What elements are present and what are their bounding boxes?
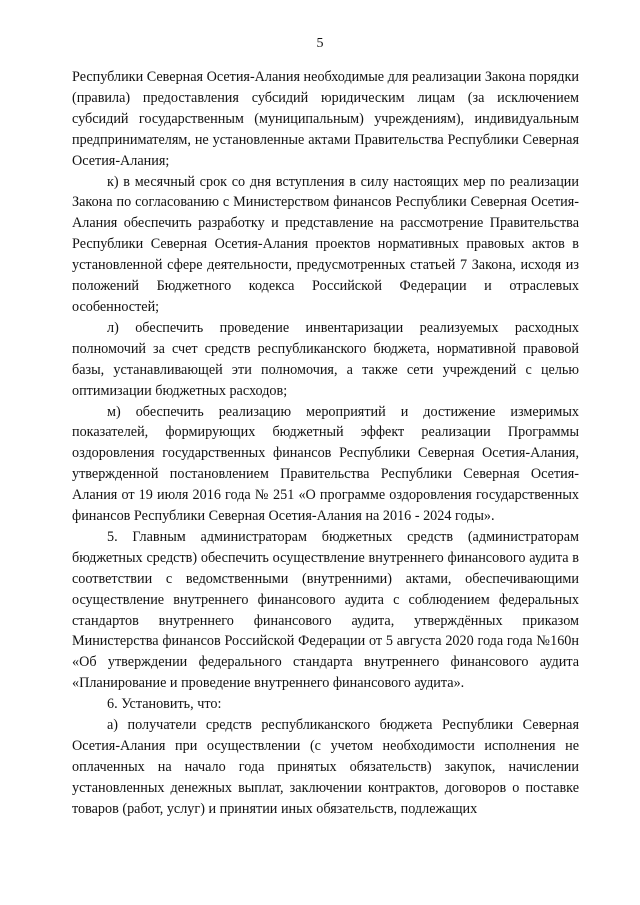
paragraph-continuation: Республики Северная Осетия-Алания необходимые для реализации Закона порядки (правила) предоставления субсидий юридическим лицам (за исключением субсидий государственным (муниципальным) учреждениям), индивидуальным предпринимателям, не установленные актами Правительства Республики Северная Осетия-Алания; <box>72 69 579 169</box>
document-body <box>72 67 579 820</box>
paragraph-point-5: 5. Главным администраторам бюджетных средств (администраторам бюджетных средств) обеспечить осуществление внутреннего финансового аудита в соответствии с ведомственными (внутренними) актами, обеспечивающими осуществление внутреннего финансового аудита с соблюдением федеральных стандартов внутреннего финансового аудита, утверждённых приказом Министерства финансов Российской Федерации от 5 августа 2020 года года №160н «Об утверждении федерального стандарта внутреннего финансового аудита «Планирование и проведение внутреннего финансового аудита». <box>72 528 579 692</box>
paragraph-point-6-a: а) получатели средств республиканского бюджета Республики Северная Осетия-Алания при осуществлении (с учетом необходимости исполнения не оплаченных на начало года принятых обязательств) закупок, начислении установленных денежных выплат, заключении контрактов, договоров о поставке товаров (работ, услуг) и принятии иных обязательств, подлежащих <box>72 717 579 817</box>
paragraph-item-m: м) обеспечить реализацию мероприятий и достижение измеримых показателей, формирующих бюджетный эффект реализации Программы оздоровления государственных финансов Республики Северная Осетия-Алания, утвержденной постановлением Правительства Республики Северная Осетия-Алания от 19 июля 2016 года № 251 «О программе оздоровления государственных финансов Республики Северная Осетия-Алания на 2016 - 2024 годы». <box>72 403 579 525</box>
paragraph-item-k: к) в месячный срок со дня вступления в силу настоящих мер по реализации Закона по согласованию с Министерством финансов Республики Северная Осетия-Алания обеспечить разработку и представление на рассмотрение Правительства Республики Северная Осетия-Алания проектов нормативных правовых актов в установленной сфере деятельности, предусмотренных статьей 7 Закона, исходя из положений Бюджетного кодекса Российской Федерации и отраслевых особенностей; <box>72 173 579 315</box>
page-number: 5 <box>316 36 324 51</box>
paragraph-point-6: 6. Установить, что: <box>107 696 222 713</box>
paragraph-item-l: л) обеспечить проведение инвентаризации реализуемых расходных полномочий за счет средств республиканского бюджета, нормативной правовой базы, устанавливающей эти полномочия, а также сети учреждений с целью оптимизации бюджетных расходов; <box>72 319 579 399</box>
